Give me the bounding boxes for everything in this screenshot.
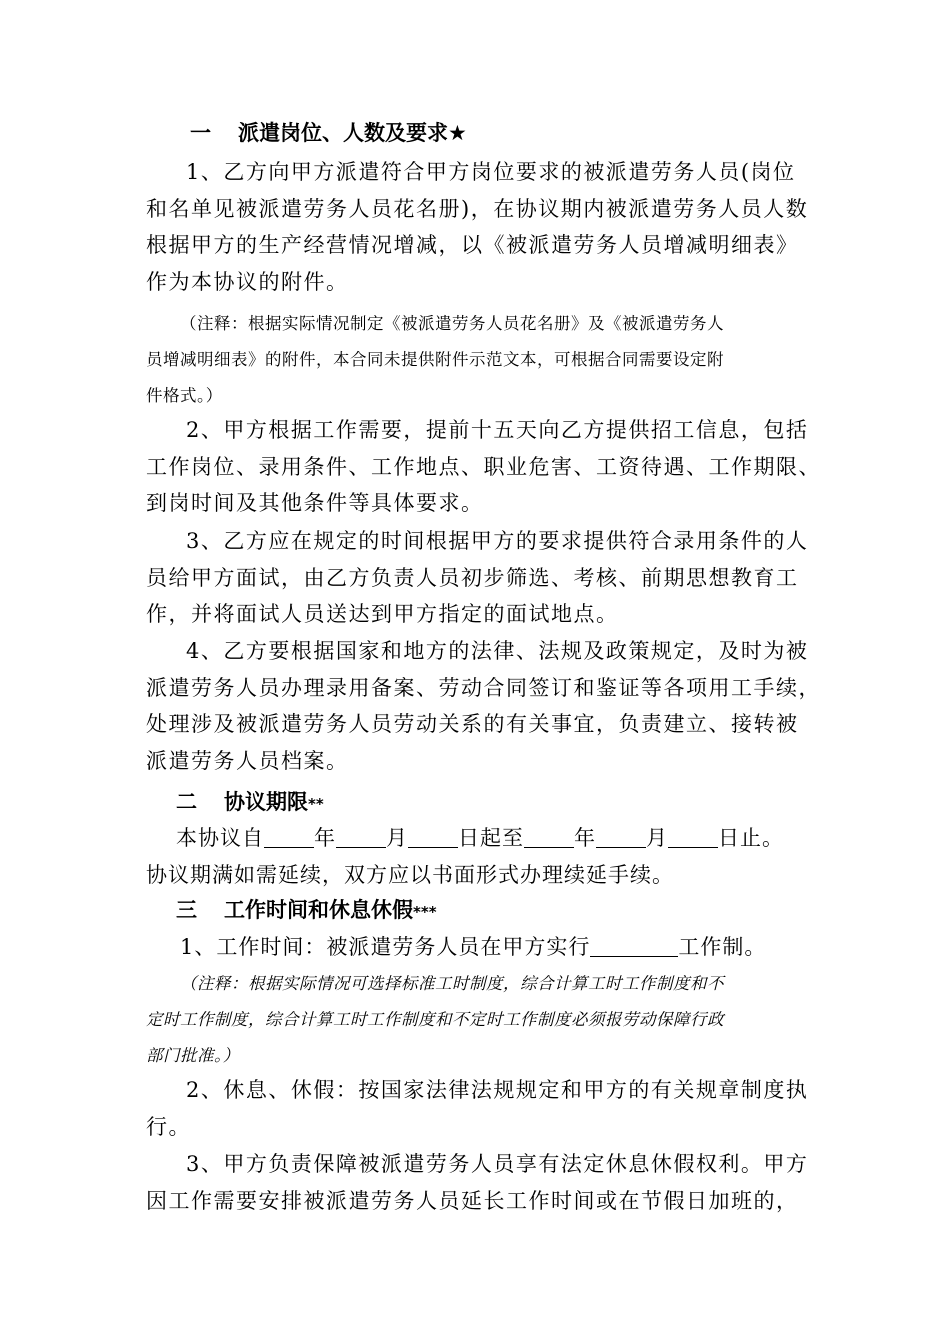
section-3-number: 三 [176,898,197,922]
star-icon: ★ [448,121,467,145]
section-1-paragraph-1: 1、乙方向甲方派遣符合甲方岗位要求的被派遣劳务人员(岗位 和名单见被派遣劳务人员花名册)，在协议期内被派遣劳务人员人数 根据甲方的生产经营情况增减，以《被派遣劳务人员增减明细表》 作为本协议的附件。 [146,160,809,294]
start-month-blank[interactable] [336,825,386,848]
section-1-title: 派遣岗位、人数及要求 [238,121,448,145]
agreement-term-line: 本协议自 年 月 日起至 年 月 日止。 [176,826,784,850]
section-1-heading [190,118,467,148]
end-day-blank[interactable] [668,825,718,848]
section-2-number: 二 [176,790,197,814]
end-year-blank[interactable] [524,825,574,848]
section-2-title: 协议期限 [224,790,308,814]
section-3-item-2: 2、休息、休假：按国家法律法规规定和甲方的有关规章制度执 行。 [146,1078,809,1139]
section-3-title: 工作时间和休息休假 [224,898,413,922]
work-system-blank[interactable] [590,934,678,957]
section-2-heading [176,787,324,819]
section-1-number: 一 [190,121,211,145]
start-day-blank[interactable] [408,825,458,848]
section-1-note: （注释：根据实际情况制定《被派遣劳务人员花名册》及《被派遣劳务人 员增减明细表》的附件，本合同未提供附件示范文本，可根据合同需要设定附 件格式。） [146,314,724,405]
section-1-paragraph-3: 3、乙方应在规定的时间根据甲方的要求提供符合录用条件的人 员给甲方面试，由乙方负责人员初步筛选、考核、前期思想教育工 作，并将面试人员送达到甲方指定的面试地点。 [146,529,809,626]
end-month-blank[interactable] [596,825,646,848]
section-3-heading [176,895,437,927]
section-1-paragraph-2: 2、甲方根据工作需要，提前十五天向乙方提供招工信息，包括 工作岗位、录用条件、工作地点、职业危害、工资待遇、工作期限、 到岗时间及其他条件等具体要求。 [146,418,821,515]
section-3-item-3: 3、甲方负责保障被派遣劳务人员享有法定休息休假权利。甲方 因工作需要安排被派遣劳务人员延长工作时间或在节假日加班的， [146,1152,809,1213]
agreement-renewal-line: 协议期满如需延续，双方应以书面形式办理续延手续。 [146,863,674,887]
section-1-paragraph-4: 4、乙方要根据国家和地方的法律、法规及政策规定，及时为被 派遣劳务人员办理录用备案、劳动合同签订和鉴证等各项用工手续， 处理涉及被派遣劳务人员劳动关系的有关事宜，负责建立、接转被 派遣劳务人员档案。 [146,639,821,773]
start-year-blank[interactable] [264,825,314,848]
double-asterisk-marker: ** [308,795,324,813]
work-hours-line: 1、工作时间：被派遣劳务人员在甲方实行 工作制。 [180,935,767,959]
section-3-note: （注释：根据实际情况可选择标准工时制度，综合计算工时工作制度和不 定时工作制度，综合计算工时工作制度和不定时工作制度必须报劳动保障行政 部门批准。） [146,974,724,1065]
triple-asterisk-marker: *** [413,903,437,921]
